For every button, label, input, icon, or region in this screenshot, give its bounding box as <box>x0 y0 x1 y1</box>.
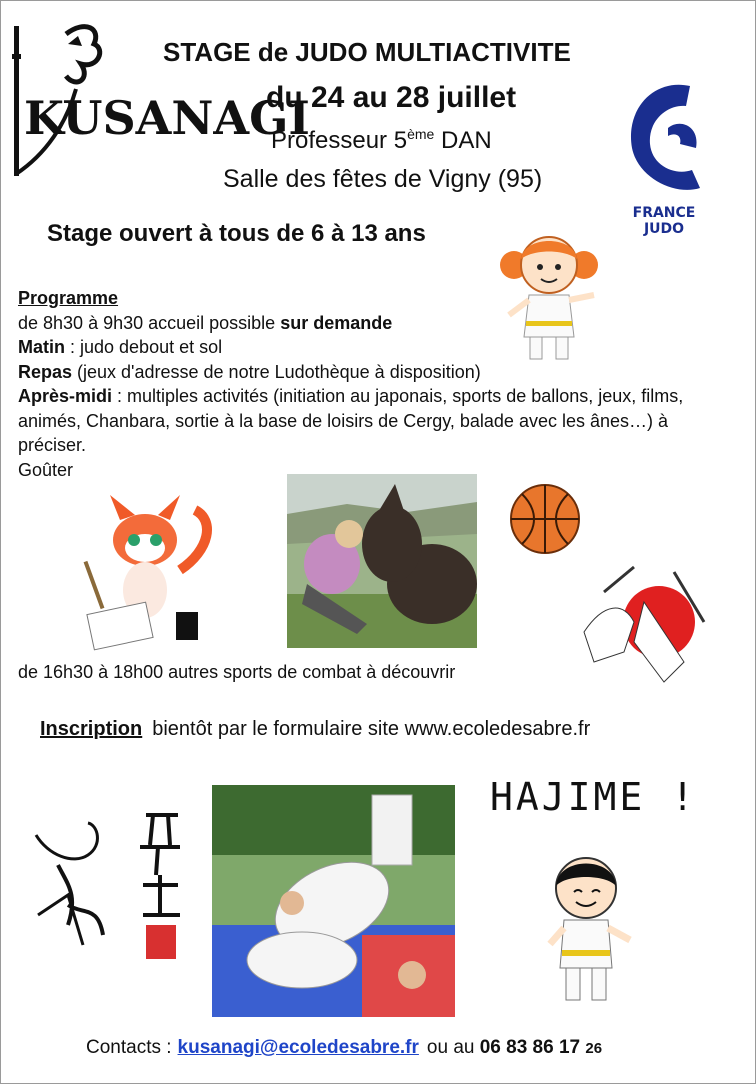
france-judo-text <box>620 205 708 237</box>
audience-line: Stage ouvert à tous de 6 à 13 ans <box>47 220 426 247</box>
calligraphy-illustration <box>28 805 198 975</box>
basketball-illustration <box>508 482 582 556</box>
program-line-snack: Goûter <box>18 459 74 480</box>
contact-phone-main: 06 83 86 17 <box>479 1037 581 1058</box>
hajime-text: HAJIME ! <box>490 775 698 819</box>
combat-sports-line: de 16h30 à 18h00 autres sports de combat à découvrir <box>18 662 456 682</box>
program-line-meal <box>18 360 738 385</box>
contact-prefix: Contacts : <box>86 1037 172 1058</box>
stage-dates: du 24 au 28 juillet <box>266 81 517 114</box>
morning-text: : judo debout et sol <box>65 337 223 357</box>
france-judo-line1: FRANCE <box>632 205 696 221</box>
arrival-bold: sur demande <box>280 312 393 333</box>
judo-boy-illustration <box>546 848 636 1008</box>
professor-sup: ème <box>407 126 435 142</box>
contact-phone <box>480 1037 602 1058</box>
morning-label: Matin <box>18 337 65 357</box>
contact-phone-end: 26 <box>585 1040 603 1057</box>
program-heading: Programme <box>18 288 119 308</box>
kendo-red-sun-illustration <box>564 562 714 692</box>
registration-line <box>40 718 590 741</box>
anime-fox-illustration <box>80 490 220 650</box>
stage-title: STAGE de JUDO MULTIACTIVITE <box>163 37 571 67</box>
meal-label: Repas <box>18 361 73 382</box>
professor-line <box>271 126 492 155</box>
contact-email-link[interactable]: kusanagi@ecoledesabre.fr <box>177 1037 419 1058</box>
meal-text: (jeux d'adresse de notre Ludothèque à disposition) <box>72 361 481 382</box>
contact-or: ou au <box>426 1037 475 1058</box>
program-section <box>18 286 738 482</box>
venue: Salle des fêtes de Vigny (95) <box>223 165 543 193</box>
judo-photo <box>212 785 455 1017</box>
arrival-text: de 8h30 à 9h30 accueil possible <box>18 312 281 333</box>
kusanagi-logo-text: KUSANAGI <box>24 91 310 145</box>
registration-text: bientôt par le formulaire site www.ecoledesabre.fr <box>152 718 591 740</box>
registration-label: Inscription <box>40 718 143 740</box>
afternoon-label: Après-midi <box>18 386 113 406</box>
program-line-afternoon <box>18 384 738 458</box>
donkey-photo <box>287 474 477 648</box>
contact-line <box>86 1037 602 1059</box>
professor-suffix: DAN <box>434 127 492 154</box>
program-line-morning <box>18 335 738 360</box>
professor-prefix: Professeur 5 <box>271 127 408 154</box>
france-judo-line2: JUDO <box>643 221 685 237</box>
afternoon-text: : multiples activités (initiation au japonais, sports de ballons, jeux, films, animés, Chanbara, sortie à la base de loisirs de Cergy, balade avec les ânes…) à préciser. <box>18 386 684 455</box>
program-line-arrival <box>18 311 738 336</box>
